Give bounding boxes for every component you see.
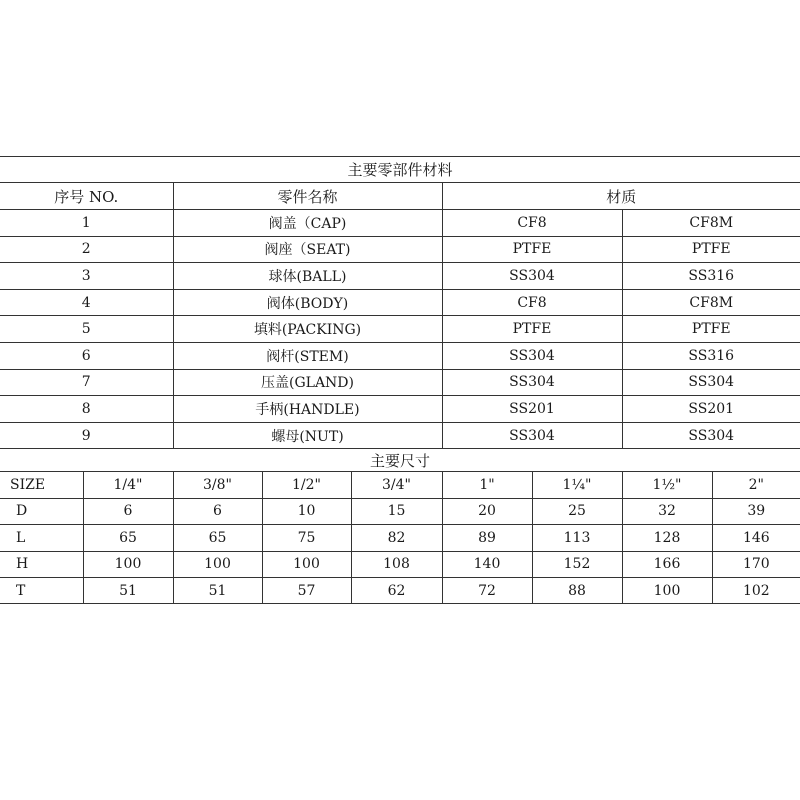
row-part: 阀杆(STEM) xyxy=(173,342,442,369)
dimension-cell: 89 xyxy=(442,525,532,551)
row-material-2: SS201 xyxy=(622,396,800,423)
dimension-cell: 15 xyxy=(351,498,442,524)
dimension-cell: 39 xyxy=(712,498,800,524)
table-row xyxy=(0,289,800,316)
row-no: 7 xyxy=(0,369,173,396)
table-row xyxy=(0,210,800,237)
dimensions-title: 主要尺寸 xyxy=(0,449,800,472)
row-material-2: PTFE xyxy=(622,316,800,343)
dimension-cell: 62 xyxy=(351,577,442,603)
dimension-cell: 100 xyxy=(173,551,262,577)
row-material-1: SS304 xyxy=(442,422,622,449)
dimension-cell: 108 xyxy=(351,551,442,577)
dimension-label: D xyxy=(0,498,83,524)
row-no: 3 xyxy=(0,263,173,290)
row-material-1: PTFE xyxy=(442,316,622,343)
dimension-cell: 65 xyxy=(173,525,262,551)
header-no: 序号 NO. xyxy=(0,183,173,210)
row-no: 6 xyxy=(0,342,173,369)
row-material-2: CF8M xyxy=(622,210,800,237)
dimension-cell: 65 xyxy=(83,525,173,551)
dimension-cell: 100 xyxy=(262,551,351,577)
size-header-cell: 1½" xyxy=(622,472,712,498)
row-material-1: CF8 xyxy=(442,210,622,237)
dimension-cell: 146 xyxy=(712,525,800,551)
size-header-cell: 1/2" xyxy=(262,472,351,498)
size-header-cell: 1/4" xyxy=(83,472,173,498)
row-part: 阀体(BODY) xyxy=(173,289,442,316)
size-header-cell: 1" xyxy=(442,472,532,498)
dimension-cell: 6 xyxy=(83,498,173,524)
row-part: 手柄(HANDLE) xyxy=(173,396,442,423)
row-material-2: CF8M xyxy=(622,289,800,316)
dimension-cell: 170 xyxy=(712,551,800,577)
dimension-cell: 57 xyxy=(262,577,351,603)
materials-title: 主要零部件材料 xyxy=(0,157,800,183)
row-part: 阀座（SEAT) xyxy=(173,236,442,263)
materials-title-row xyxy=(0,157,800,183)
table-row xyxy=(0,342,800,369)
dimension-cell: 100 xyxy=(622,577,712,603)
row-no: 4 xyxy=(0,289,173,316)
row-no: 8 xyxy=(0,396,173,423)
row-material-1: SS304 xyxy=(442,263,622,290)
row-no: 5 xyxy=(0,316,173,343)
row-material-2: SS304 xyxy=(622,369,800,396)
header-part-name: 零件名称 xyxy=(173,183,442,210)
table-row xyxy=(0,316,800,343)
dimensions-table xyxy=(0,448,800,604)
dimension-cell: 72 xyxy=(442,577,532,603)
row-no: 2 xyxy=(0,236,173,263)
dimension-label: H xyxy=(0,551,83,577)
table-row xyxy=(0,396,800,423)
dimension-cell: 113 xyxy=(532,525,622,551)
dimension-cell: 152 xyxy=(532,551,622,577)
row-material-1: SS304 xyxy=(442,342,622,369)
table-row xyxy=(0,577,800,603)
table-row xyxy=(0,551,800,577)
dimensions-header-row xyxy=(0,472,800,498)
dimension-cell: 51 xyxy=(83,577,173,603)
dimension-cell: 20 xyxy=(442,498,532,524)
table-row xyxy=(0,498,800,524)
row-material-1: SS201 xyxy=(442,396,622,423)
dimension-label: T xyxy=(0,577,83,603)
dimension-cell: 10 xyxy=(262,498,351,524)
row-no: 9 xyxy=(0,422,173,449)
size-header-cell: 2" xyxy=(712,472,800,498)
dimension-label: L xyxy=(0,525,83,551)
size-header-cell: 3/4" xyxy=(351,472,442,498)
dimension-cell: 82 xyxy=(351,525,442,551)
size-label: SIZE xyxy=(0,472,83,498)
dimension-cell: 166 xyxy=(622,551,712,577)
materials-header-row xyxy=(0,183,800,210)
row-part: 螺母(NUT) xyxy=(173,422,442,449)
dimensions-title-row xyxy=(0,449,800,472)
row-material-1: CF8 xyxy=(442,289,622,316)
row-material-1: PTFE xyxy=(442,236,622,263)
dimension-cell: 100 xyxy=(83,551,173,577)
dimension-cell: 88 xyxy=(532,577,622,603)
row-part: 阀盖（CAP) xyxy=(173,210,442,237)
header-material: 材质 xyxy=(442,183,800,210)
row-material-2: SS304 xyxy=(622,422,800,449)
row-no: 1 xyxy=(0,210,173,237)
size-header-cell: 1¼" xyxy=(532,472,622,498)
table-row xyxy=(0,263,800,290)
row-material-2: SS316 xyxy=(622,342,800,369)
table-row xyxy=(0,369,800,396)
row-material-2: PTFE xyxy=(622,236,800,263)
materials-table xyxy=(0,156,800,449)
dimension-cell: 75 xyxy=(262,525,351,551)
dimension-cell: 102 xyxy=(712,577,800,603)
row-material-2: SS316 xyxy=(622,263,800,290)
dimension-cell: 128 xyxy=(622,525,712,551)
table-row xyxy=(0,236,800,263)
row-material-1: SS304 xyxy=(442,369,622,396)
row-part: 填料(PACKING) xyxy=(173,316,442,343)
size-header-cell: 3/8" xyxy=(173,472,262,498)
dimension-cell: 25 xyxy=(532,498,622,524)
dimension-cell: 140 xyxy=(442,551,532,577)
spec-sheet xyxy=(0,156,800,604)
dimension-cell: 32 xyxy=(622,498,712,524)
table-row xyxy=(0,422,800,449)
row-part: 球体(BALL) xyxy=(173,263,442,290)
dimension-cell: 6 xyxy=(173,498,262,524)
row-part: 压盖(GLAND) xyxy=(173,369,442,396)
table-row xyxy=(0,525,800,551)
dimension-cell: 51 xyxy=(173,577,262,603)
